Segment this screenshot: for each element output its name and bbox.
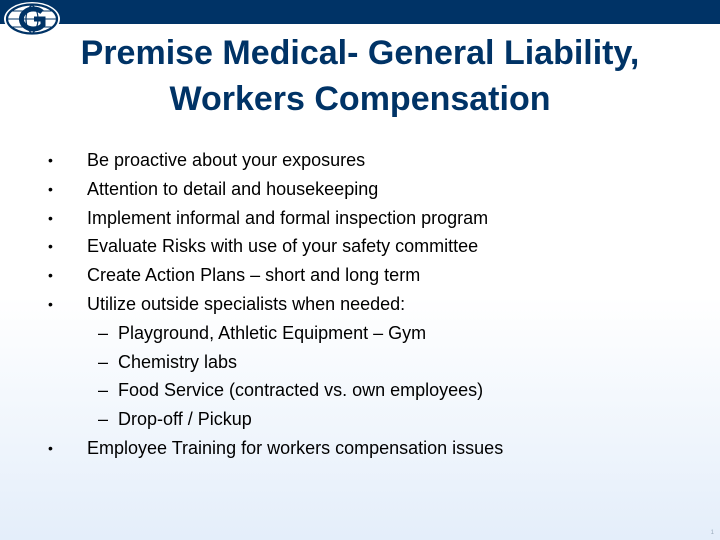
list-item <box>0 146 720 175</box>
sub-bullet-text: Food Service (contracted vs. own employees) <box>118 380 484 401</box>
sub-list-item <box>0 319 720 348</box>
bullet-marker: • <box>48 238 53 255</box>
sub-bullet-text: Drop-off / Pickup <box>118 409 252 430</box>
sub-bullet-marker: – <box>98 322 109 343</box>
bullet-text: Be proactive about your exposures <box>87 150 366 170</box>
sub-list-item <box>0 376 720 405</box>
bullet-marker: • <box>48 209 53 226</box>
sub-list-item <box>0 348 720 377</box>
list-item <box>0 290 720 319</box>
bullet-text: Utilize outside specialists when needed: <box>87 293 406 314</box>
sub-bullet-text: Chemistry labs <box>118 351 238 372</box>
slide-title-line-2: Workers Compensation <box>169 80 551 118</box>
list-item <box>0 204 720 233</box>
list-item <box>0 261 720 290</box>
sub-bullet-marker: – <box>98 380 109 401</box>
bullet-marker: • <box>48 439 53 456</box>
bullet-marker: • <box>48 180 53 197</box>
bullet-text: Employee Training for workers compensation issues <box>87 437 504 458</box>
bullet-text: Attention to detail and housekeeping <box>87 178 379 199</box>
list-item <box>0 434 720 463</box>
list-item <box>0 232 720 261</box>
bullet-list <box>0 146 720 463</box>
sub-bullet-text: Playground, Athletic Equipment – Gym <box>118 322 427 343</box>
list-item <box>0 175 720 204</box>
sub-list-item <box>0 405 720 434</box>
bullet-text: Implement informal and formal inspection program <box>87 207 489 228</box>
bullet-marker: • <box>48 295 53 312</box>
sub-bullet-marker: – <box>98 409 109 430</box>
bullet-text: Create Action Plans – short and long term <box>87 265 421 286</box>
slide-title <box>0 30 720 122</box>
page-number: 1 <box>710 530 714 536</box>
slide-title-line-1: Premise Medical- General Liability, <box>80 34 640 72</box>
bullet-text: Evaluate Risks with use of your safety committee <box>87 236 479 257</box>
bullet-marker: • <box>48 267 53 284</box>
sub-bullet-marker: – <box>98 351 109 372</box>
bullet-marker: • <box>48 152 53 168</box>
header-bar <box>0 0 720 24</box>
